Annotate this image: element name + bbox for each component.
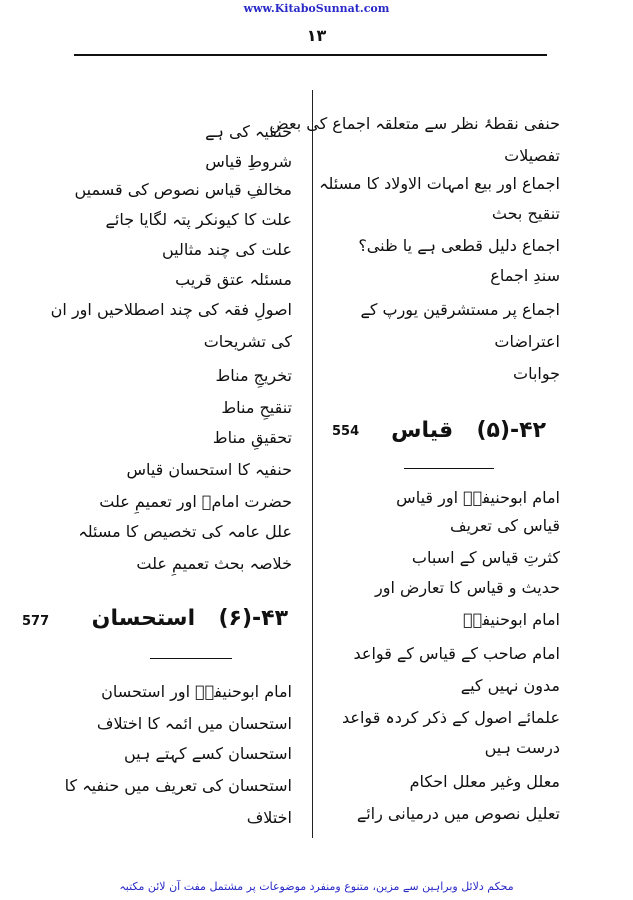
toc-entry: تحقیقِ مناط <box>212 428 292 447</box>
toc-entry: خلاصہ بحث تعمیمِ علت <box>136 554 292 573</box>
toc-entry: اجماع اور بیع امہات الاولاد کا مسئلہ <box>319 174 560 193</box>
toc-entry: استحسان کی تعریف میں حنفیہ کا <box>64 776 292 795</box>
toc-entry: علت کا کیونکر پتہ لگایا جائے <box>105 210 292 229</box>
toc-entry: درست ہیں <box>484 738 560 757</box>
toc-entry: علت کی چند مثالیں <box>161 240 292 259</box>
toc-entry: اصولِ فقہ کی چند اصطلاحیں اور ان <box>50 300 292 319</box>
section-rule <box>150 658 232 659</box>
column-divider <box>312 90 313 838</box>
toc-entry: مسئلہ عتق قریب <box>175 270 292 289</box>
toc-entry: علل عامہ کی تخصیص کا مسئلہ <box>78 522 292 541</box>
section-page-number: 577 <box>22 614 50 629</box>
page-number: ۱۳ <box>306 26 327 45</box>
toc-entry: اختلاف <box>246 808 292 827</box>
toc-entry: جوابات <box>513 364 560 383</box>
toc-entry: استحسان کسے کہتے ہیں <box>123 744 292 763</box>
toc-entry: امام ابوحنیفہؒ اور قیاس <box>396 488 560 507</box>
toc-entry: تفصیلات <box>504 146 560 165</box>
toc-entry: استحسان میں ائمہ کا اختلاف <box>96 714 292 733</box>
toc-entry: امام ابوحنیفہؒ اور استحسان <box>101 682 292 701</box>
site-url[interactable]: www.KitaboSunnat.com <box>243 2 390 15</box>
toc-entry: مخالفِ قیاس نصوص کی قسمیں <box>74 180 292 199</box>
toc-entry: اجماع دلیل قطعی ہے یا ظنی؟ <box>358 236 560 255</box>
toc-entry: امام ابوحنیفہؒ <box>463 610 560 629</box>
toc-entry: حضرت امامؒ اور تعمیمِ علت <box>99 492 292 511</box>
section-heading <box>391 418 546 443</box>
toc-entry: کی تشریحات <box>203 332 292 351</box>
section-number: ۴۳-(۶) <box>218 606 288 631</box>
toc-entry: اعتراضات <box>494 332 560 351</box>
toc-entry: تعلیل نصوص میں درمیانی رائے <box>356 804 560 823</box>
toc-entry: شروطِ قیاس <box>205 152 292 171</box>
header-rule <box>74 54 547 56</box>
toc-entry: علمائے اصول کے ذکر کردہ قواعد <box>342 708 560 727</box>
section-heading <box>92 606 288 631</box>
toc-entry: حدیث و قیاس کا تعارض اور <box>375 578 560 597</box>
footer-text: محکم دلائل وبراہین سے مزین، متنوع ومنفرد موضوعات پر مشتمل مفت آن لائن مکتبہ <box>119 880 514 893</box>
section-rule <box>404 468 494 469</box>
toc-entry: حنفی نقطۂ نظر سے متعلقہ اجماع کی بعض <box>269 114 560 133</box>
toc-entry: تنقیح بحث <box>491 204 560 223</box>
toc-entry: حنفیہ کی ہے <box>205 122 292 141</box>
section-title: قیاس <box>391 418 454 443</box>
toc-entry: معلل وغیر معلل احکام <box>409 772 560 791</box>
toc-entry: سندِ اجماع <box>490 266 560 285</box>
toc-entry: اجماع پر مستشرقین یورپ کے <box>360 300 560 319</box>
section-page-number: 554 <box>332 424 360 439</box>
toc-entry: تخریجِ مناط <box>215 366 292 385</box>
section-title: استحسان <box>91 606 196 631</box>
toc-entry: امام صاحب کے قیاس کے قواعد <box>353 644 560 663</box>
toc-entry: قیاس کی تعریف <box>449 516 560 535</box>
toc-entry: تنقیحِ مناط <box>221 398 292 417</box>
toc-entry: کثرتِ قیاس کے اسباب <box>411 548 560 567</box>
toc-entry: حنفیہ کا استحسان قیاس <box>126 460 292 479</box>
toc-entry: مدون نہیں کیے <box>460 676 560 695</box>
section-number: ۴۲-(۵) <box>476 418 546 443</box>
